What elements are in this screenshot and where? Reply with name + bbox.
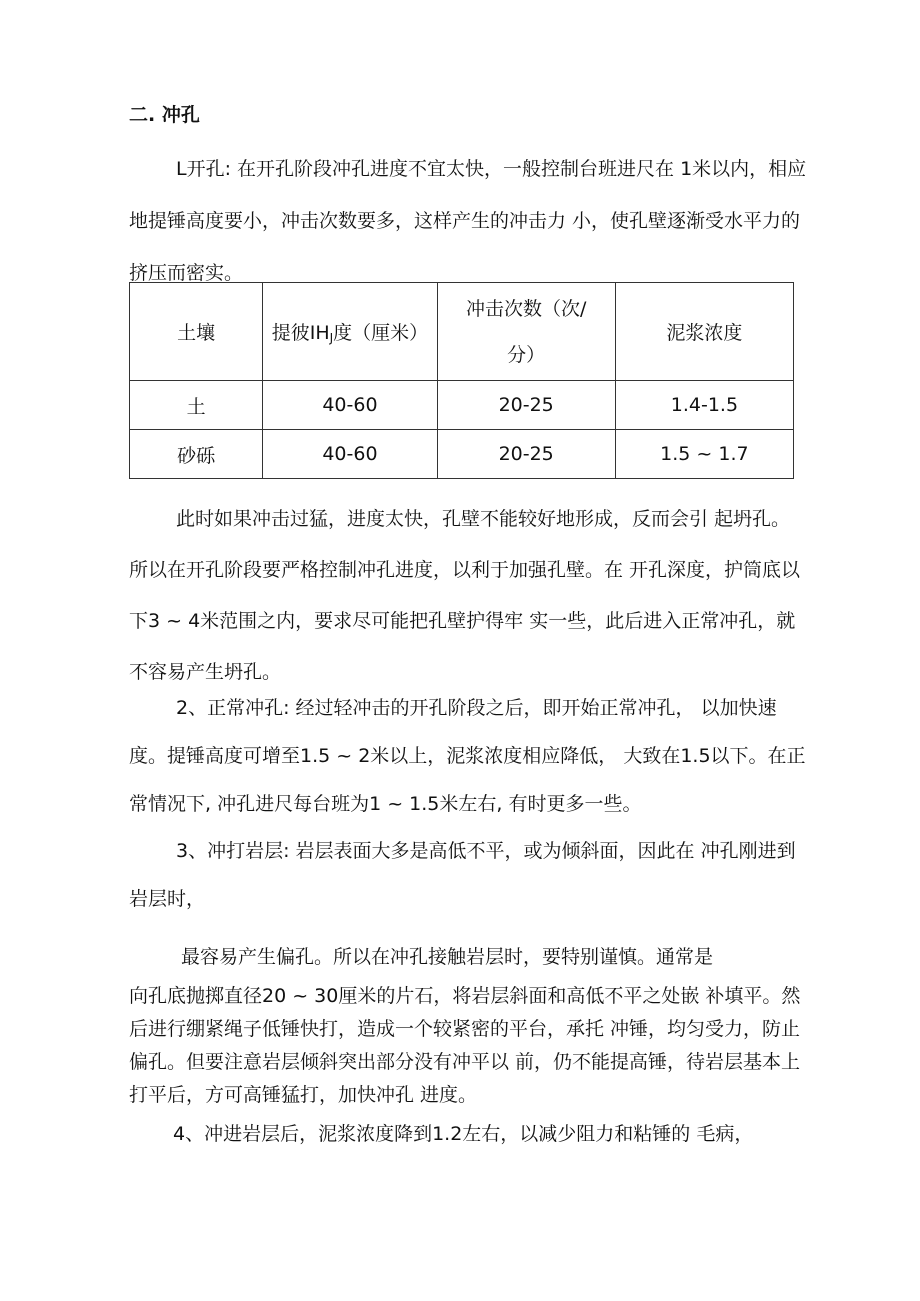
section-heading: 二. 冲孔 (129, 104, 200, 126)
paragraph-collapse-warning: 此时如果冲击过猛，进度太快，孔壁不能较好地形成，反而会引 起坍孔。所以在开孔阶段要严格控制冲孔进度，以利于加强孔壁。在 开孔深度，护筒底以下3 ~ 4米范围之内，要求尽可能把孔壁护得牢 实一些，此后进入正常冲孔，就不容易产生坍孔。 (129, 508, 801, 683)
paragraph-stone-fill: 向孔底抛掷直径20 ~ 30厘米的片石，将岩层斜面和高低不平之处嵌 补填平。然后进行绷紧绳子低锤快打，造成一个较紧密的平台，承托 冲锤，均匀受力，防止偏孔。但要注意岩层倾斜突出部分没有冲平以 前，仍不能提高锤，待岩层基本上打平后，方可高锤猛打，加快冲孔 进度。 (129, 985, 801, 1106)
cell-count: 20-25 (437, 381, 615, 430)
header-mud-density: 泥浆浓度 (615, 283, 793, 381)
table-row (130, 381, 794, 430)
table-header-row (130, 283, 794, 381)
table-row (130, 430, 794, 479)
paragraph-mud-density: 4、冲进岩层后，泥浆浓度降到1.2左右，以减少阻力和粘锤的 毛病， (173, 1123, 754, 1145)
cell-soil: 土 (130, 381, 263, 430)
cell-count: 20-25 (437, 430, 615, 479)
header-lift-height-pre: 提彼IH (271, 322, 330, 344)
header-impact-count-line1: 冲击次数（次/ (465, 297, 587, 320)
cell-soil: 砂砾 (130, 430, 263, 479)
header-impact-count-line2: 分） (507, 343, 546, 366)
parameter-table (129, 282, 794, 479)
paragraph-open-hole: L开孔: 在开孔阶段冲孔进度不宜太快，一般控制台班进尺在 1米以内，相应地提锤高度要小，冲击次数要多，这样产生的冲击力 小，使孔壁逐渐受水平力的挤压而密实。 (129, 158, 807, 284)
header-soil: 土壤 (130, 283, 263, 381)
cell-height: 40-60 (263, 430, 437, 479)
header-lift-height-sub: J (329, 331, 334, 345)
header-impact-count (437, 283, 615, 381)
cell-mud: 1.5 ~ 1.7 (615, 430, 793, 479)
paragraph-deviation: 最容易产生偏孔。所以在冲孔接触岩层时，要特别谨慎。通常是 (181, 946, 714, 968)
cell-height: 40-60 (263, 381, 437, 430)
header-lift-height-post: 度（厘米） (333, 322, 429, 344)
paragraph-rock-layer: 3、冲打岩层: 岩层表面大多是高低不平，或为倾斜面，因此在 冲孔刚进到岩层时， (129, 840, 796, 910)
header-lift-height (263, 283, 437, 381)
cell-mud: 1.4-1.5 (615, 381, 793, 430)
paragraph-normal-drilling: 2、正常冲孔: 经过轻冲击的开孔阶段之后，即开始正常冲孔， 以加快速度。提锤高度可增至1.5 ~ 2米以上，泥浆浓度相应降低， 大致在1.5以下。在正常情况下, 冲孔进尺每台班为1 ~ 1.5米左右, 有时更多一些。 (129, 697, 806, 815)
